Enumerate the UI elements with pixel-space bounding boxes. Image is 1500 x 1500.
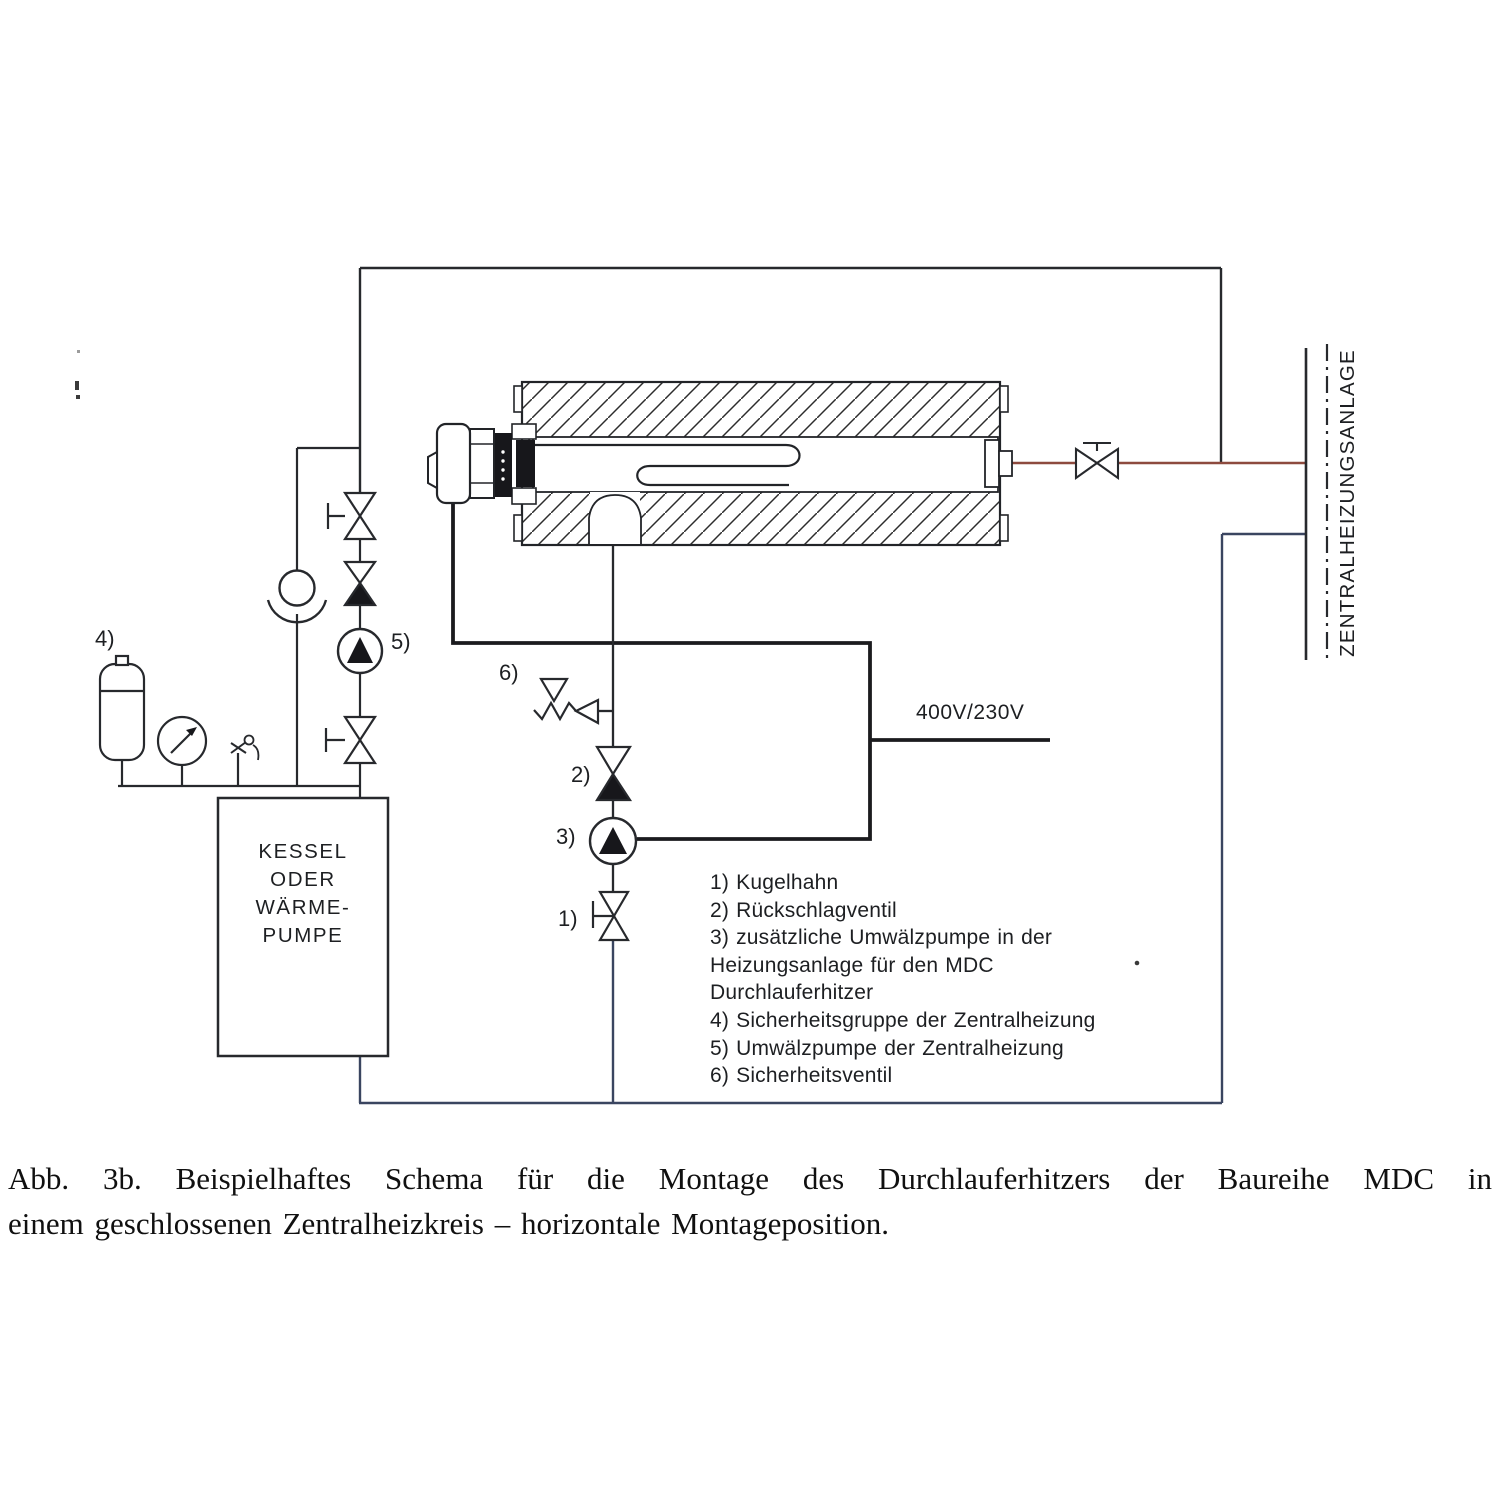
power-supply-lines	[453, 503, 1050, 839]
component-label-4: 4)	[95, 626, 115, 651]
boiler-label-line: WÄRME-	[255, 896, 351, 919]
wall-zentralheizungsanlage	[1306, 344, 1327, 660]
component-label-6: 6)	[499, 660, 519, 685]
safety-valve-6-icon	[534, 679, 598, 723]
supply-ball-valve-icon	[1076, 443, 1118, 478]
legend-line: 6) Sicherheitsventil	[710, 1064, 893, 1088]
boiler-lower-valve-icon	[326, 717, 375, 763]
caption-line-2: einem geschlossenen Zentralheizkreis – horizontale Montageposition.	[8, 1206, 890, 1241]
component-label-1: 1)	[558, 906, 578, 931]
legend-line: 5) Umwälzpumpe der Zentralheizung	[710, 1036, 1064, 1060]
legend-line: 4) Sicherheitsgruppe der Zentralheizung	[710, 1008, 1096, 1032]
component-label-5: 5)	[391, 629, 411, 654]
boiler-label-line: PUMPE	[262, 924, 344, 947]
heater-flange-assembly	[428, 424, 536, 504]
boiler-check-valve-icon	[345, 562, 375, 605]
legend-line: 1) Kugelhahn	[710, 871, 839, 894]
legend-line: 2) Rückschlagventil	[710, 898, 897, 922]
legend-line: 3) zusätzliche Umwälzpumpe in der	[710, 926, 1053, 950]
safety-group	[100, 656, 360, 786]
boiler-label-line: ODER	[270, 868, 336, 891]
heater-drain-port	[589, 492, 641, 544]
supply-line	[1010, 443, 1306, 478]
legend-line: Durchlauferhitzer	[710, 981, 874, 1005]
caption-line-1: Abb. 3b. Beispielhaftes Schema für die Montage des Durchlauferhitzers der Baureihe MDC in	[8, 1161, 1492, 1196]
legend-line: Heizungsanlage für den MDC	[710, 953, 994, 977]
heater-unit	[428, 382, 1012, 545]
heater-end-cap	[437, 424, 470, 503]
wall-label: ZENTRALHEIZUNGSANLAGE	[1336, 349, 1359, 657]
component-label-3: 3)	[556, 824, 576, 849]
pump-5-icon	[338, 629, 382, 673]
boiler-ball-valve-icon	[328, 493, 375, 539]
component-label-2: 2)	[571, 762, 591, 787]
legend-block	[710, 869, 1190, 1090]
heater-outlet-fitting	[985, 440, 1012, 487]
pump-3-icon	[590, 818, 636, 864]
boiler-label-line: KESSEL	[258, 840, 348, 863]
boiler-label	[218, 798, 388, 1056]
figure-caption	[8, 1156, 1492, 1246]
check-valve-2-icon	[597, 747, 630, 800]
ball-valve-1-icon	[593, 892, 628, 940]
power-rating-label: 400V/230V	[916, 701, 1025, 724]
